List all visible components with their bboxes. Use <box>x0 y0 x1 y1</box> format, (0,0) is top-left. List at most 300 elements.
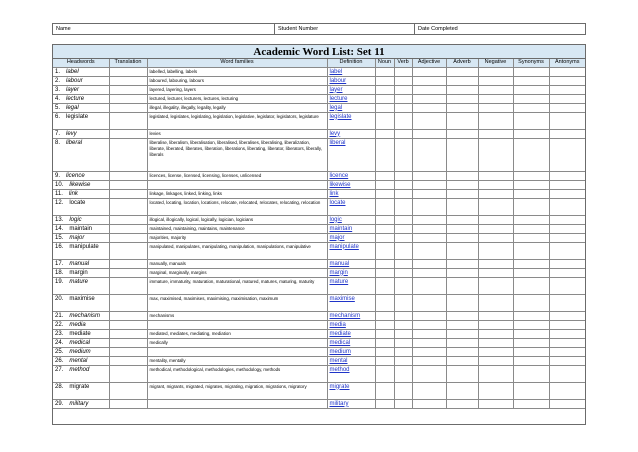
synonyms-cell[interactable] <box>513 338 549 347</box>
verb-cell[interactable] <box>394 85 412 94</box>
definition-link[interactable]: label <box>327 67 375 76</box>
synonyms-cell[interactable] <box>513 259 549 268</box>
translation-cell[interactable] <box>109 347 147 356</box>
adjective-cell[interactable] <box>412 224 446 233</box>
student-number-field[interactable]: Student Number <box>275 24 415 34</box>
synonyms-cell[interactable] <box>513 347 549 356</box>
antonyms-cell[interactable] <box>549 338 585 347</box>
noun-cell[interactable] <box>375 233 394 242</box>
adjective-cell[interactable] <box>412 67 446 76</box>
noun-cell[interactable] <box>375 338 394 347</box>
adjective-cell[interactable] <box>412 198 446 215</box>
synonyms-cell[interactable] <box>513 233 549 242</box>
adjective-cell[interactable] <box>412 329 446 338</box>
headword-cell <box>53 180 109 189</box>
col-verb: Verb <box>394 59 412 67</box>
adjective-cell[interactable] <box>412 277 446 294</box>
headword: method <box>69 366 90 373</box>
headword-cell <box>53 85 109 94</box>
negative-cell[interactable] <box>478 365 513 382</box>
synonyms-cell[interactable] <box>513 138 549 171</box>
definition-link[interactable]: major <box>327 233 375 242</box>
adverb-cell[interactable] <box>446 85 478 94</box>
verb-cell[interactable] <box>394 138 412 171</box>
definition-link[interactable]: logic <box>327 215 375 224</box>
table-row <box>53 94 585 103</box>
adjective-cell[interactable] <box>412 76 446 85</box>
antonyms-cell[interactable] <box>549 347 585 356</box>
translation-cell[interactable] <box>109 76 147 85</box>
negative-cell[interactable] <box>478 129 513 138</box>
verb-cell[interactable] <box>394 242 412 259</box>
definition-link[interactable]: migrate <box>327 382 375 399</box>
verb-cell[interactable] <box>394 76 412 85</box>
verb-cell[interactable] <box>394 320 412 329</box>
antonyms-cell[interactable] <box>549 233 585 242</box>
antonyms-cell[interactable] <box>549 112 585 129</box>
verb-cell[interactable] <box>394 294 412 311</box>
word-families-cell <box>147 320 327 329</box>
headword: manual <box>69 260 90 267</box>
definition-link[interactable]: media <box>327 320 375 329</box>
row-number: 15. <box>55 234 64 241</box>
adjective-cell[interactable] <box>412 233 446 242</box>
synonyms-cell[interactable] <box>513 103 549 112</box>
antonyms-cell[interactable] <box>549 268 585 277</box>
adjective-cell[interactable] <box>412 382 446 399</box>
antonyms-cell[interactable] <box>549 94 585 103</box>
adjective-cell[interactable] <box>412 294 446 311</box>
adjective-cell[interactable] <box>412 311 446 320</box>
date-completed-field[interactable]: Date Completed <box>418 26 458 32</box>
adjective-cell[interactable] <box>412 338 446 347</box>
row-number: 29. <box>55 400 64 407</box>
verb-cell[interactable] <box>394 347 412 356</box>
adverb-cell[interactable] <box>446 112 478 129</box>
antonyms-cell[interactable] <box>549 320 585 329</box>
adverb-cell[interactable] <box>446 338 478 347</box>
negative-cell[interactable] <box>478 198 513 215</box>
antonyms-cell[interactable] <box>549 242 585 259</box>
translation-cell[interactable] <box>109 399 147 408</box>
noun-cell[interactable] <box>375 347 394 356</box>
definition-link[interactable]: likewise <box>327 180 375 189</box>
negative-cell[interactable] <box>478 268 513 277</box>
adverb-cell[interactable] <box>446 329 478 338</box>
adverb-cell[interactable] <box>446 311 478 320</box>
translation-cell[interactable] <box>109 338 147 347</box>
negative-cell[interactable] <box>478 224 513 233</box>
adverb-cell[interactable] <box>446 224 478 233</box>
translation-cell[interactable] <box>109 329 147 338</box>
translation-cell[interactable] <box>109 224 147 233</box>
adverb-cell[interactable] <box>446 94 478 103</box>
synonyms-cell[interactable] <box>513 171 549 180</box>
definition-link[interactable]: locate <box>327 198 375 215</box>
synonyms-cell[interactable] <box>513 224 549 233</box>
adverb-cell[interactable] <box>446 347 478 356</box>
adverb-cell[interactable] <box>446 180 478 189</box>
adjective-cell[interactable] <box>412 189 446 198</box>
translation-cell[interactable] <box>109 233 147 242</box>
verb-cell[interactable] <box>394 259 412 268</box>
synonyms-cell[interactable] <box>513 180 549 189</box>
antonyms-cell[interactable] <box>549 399 585 408</box>
definition-link[interactable]: mechanism <box>327 311 375 320</box>
synonyms-cell[interactable] <box>513 382 549 399</box>
translation-cell[interactable] <box>109 382 147 399</box>
synonyms-cell[interactable] <box>513 277 549 294</box>
noun-cell[interactable] <box>375 103 394 112</box>
synonyms-cell[interactable] <box>513 215 549 224</box>
noun-cell[interactable] <box>375 171 394 180</box>
adjective-cell[interactable] <box>412 347 446 356</box>
synonyms-cell[interactable] <box>513 129 549 138</box>
adjective-cell[interactable] <box>412 112 446 129</box>
word-list-table <box>53 59 585 409</box>
noun-cell[interactable] <box>375 356 394 365</box>
verb-cell[interactable] <box>394 356 412 365</box>
definition-link[interactable]: maintain <box>327 224 375 233</box>
table-row <box>53 112 585 129</box>
verb-cell[interactable] <box>394 94 412 103</box>
adverb-cell[interactable] <box>446 242 478 259</box>
noun-cell[interactable] <box>375 76 394 85</box>
negative-cell[interactable] <box>478 320 513 329</box>
antonyms-cell[interactable] <box>549 67 585 76</box>
translation-cell[interactable] <box>109 129 147 138</box>
negative-cell[interactable] <box>478 76 513 85</box>
adverb-cell[interactable] <box>446 198 478 215</box>
verb-cell[interactable] <box>394 338 412 347</box>
row-number: 3. <box>55 86 61 93</box>
adjective-cell[interactable] <box>412 138 446 171</box>
adverb-cell[interactable] <box>446 103 478 112</box>
headword-cell <box>53 189 109 198</box>
noun-cell[interactable] <box>375 365 394 382</box>
synonyms-cell[interactable] <box>513 294 549 311</box>
headword-cell <box>53 311 109 320</box>
antonyms-cell[interactable] <box>549 171 585 180</box>
negative-cell[interactable] <box>478 338 513 347</box>
verb-cell[interactable] <box>394 129 412 138</box>
negative-cell[interactable] <box>478 67 513 76</box>
verb-cell[interactable] <box>394 103 412 112</box>
adverb-cell[interactable] <box>446 382 478 399</box>
antonyms-cell[interactable] <box>549 85 585 94</box>
noun-cell[interactable] <box>375 94 394 103</box>
verb-cell[interactable] <box>394 382 412 399</box>
translation-cell[interactable] <box>109 198 147 215</box>
noun-cell[interactable] <box>375 224 394 233</box>
definition-link[interactable]: mature <box>327 277 375 294</box>
translation-cell[interactable] <box>109 189 147 198</box>
negative-cell[interactable] <box>478 85 513 94</box>
noun-cell[interactable] <box>375 112 394 129</box>
translation-cell[interactable] <box>109 215 147 224</box>
noun-cell[interactable] <box>375 268 394 277</box>
negative-cell[interactable] <box>478 103 513 112</box>
negative-cell[interactable] <box>478 215 513 224</box>
headword: liberal <box>66 139 83 146</box>
word-families-cell: mechanisms <box>147 311 327 320</box>
verb-cell[interactable] <box>394 180 412 189</box>
negative-cell[interactable] <box>478 171 513 180</box>
definition-link[interactable]: method <box>327 365 375 382</box>
synonyms-cell[interactable] <box>513 198 549 215</box>
noun-cell[interactable] <box>375 180 394 189</box>
noun-cell[interactable] <box>375 67 394 76</box>
adjective-cell[interactable] <box>412 94 446 103</box>
antonyms-cell[interactable] <box>549 129 585 138</box>
definition-link[interactable]: manual <box>327 259 375 268</box>
verb-cell[interactable] <box>394 189 412 198</box>
name-field[interactable]: Name <box>53 24 275 34</box>
definition-link[interactable]: military <box>327 399 375 408</box>
adjective-cell[interactable] <box>412 85 446 94</box>
synonyms-cell[interactable] <box>513 320 549 329</box>
row-number: 14. <box>55 225 64 232</box>
noun-cell[interactable] <box>375 242 394 259</box>
definition-link[interactable]: medium <box>327 347 375 356</box>
translation-cell[interactable] <box>109 311 147 320</box>
definition-link[interactable]: link <box>327 189 375 198</box>
verb-cell[interactable] <box>394 329 412 338</box>
adjective-cell[interactable] <box>412 103 446 112</box>
definition-link[interactable]: levy <box>327 129 375 138</box>
noun-cell[interactable] <box>375 311 394 320</box>
synonyms-cell[interactable] <box>513 189 549 198</box>
adverb-cell[interactable] <box>446 189 478 198</box>
adverb-cell[interactable] <box>446 215 478 224</box>
adverb-cell[interactable] <box>446 76 478 85</box>
headword-cell <box>53 215 109 224</box>
noun-cell[interactable] <box>375 138 394 171</box>
negative-cell[interactable] <box>478 347 513 356</box>
headword: manipulate <box>69 243 99 250</box>
translation-cell[interactable] <box>109 277 147 294</box>
translation-cell[interactable] <box>109 112 147 129</box>
definition-link[interactable]: mental <box>327 356 375 365</box>
verb-cell[interactable] <box>394 365 412 382</box>
translation-cell[interactable] <box>109 138 147 171</box>
translation-cell[interactable] <box>109 85 147 94</box>
antonyms-cell[interactable] <box>549 382 585 399</box>
definition-link[interactable]: lecture <box>327 94 375 103</box>
adjective-cell[interactable] <box>412 242 446 259</box>
definition-link[interactable]: manipulate <box>327 242 375 259</box>
adjective-cell[interactable] <box>412 215 446 224</box>
antonyms-cell[interactable] <box>549 103 585 112</box>
synonyms-cell[interactable] <box>513 85 549 94</box>
table-row <box>53 365 585 382</box>
noun-cell[interactable] <box>375 382 394 399</box>
negative-cell[interactable] <box>478 277 513 294</box>
synonyms-cell[interactable] <box>513 242 549 259</box>
antonyms-cell[interactable] <box>549 224 585 233</box>
synonyms-cell[interactable] <box>513 311 549 320</box>
adjective-cell[interactable] <box>412 259 446 268</box>
synonyms-cell[interactable] <box>513 94 549 103</box>
definition-link[interactable]: margin <box>327 268 375 277</box>
verb-cell[interactable] <box>394 268 412 277</box>
antonyms-cell[interactable] <box>549 277 585 294</box>
noun-cell[interactable] <box>375 320 394 329</box>
antonyms-cell[interactable] <box>549 311 585 320</box>
noun-cell[interactable] <box>375 189 394 198</box>
word-families-cell <box>147 399 327 408</box>
adjective-cell[interactable] <box>412 180 446 189</box>
word-families-cell: located, locating, location, locations, relocate, relocated, relocates, relocating, relocation <box>147 198 327 215</box>
headword: maintain <box>69 225 93 232</box>
negative-cell[interactable] <box>478 294 513 311</box>
adverb-cell[interactable] <box>446 320 478 329</box>
verb-cell[interactable] <box>394 399 412 408</box>
verb-cell[interactable] <box>394 224 412 233</box>
headword-cell <box>53 329 109 338</box>
col-definition: Definition <box>327 59 375 67</box>
verb-cell[interactable] <box>394 67 412 76</box>
negative-cell[interactable] <box>478 259 513 268</box>
adverb-cell[interactable] <box>446 233 478 242</box>
negative-cell[interactable] <box>478 356 513 365</box>
adverb-cell[interactable] <box>446 399 478 408</box>
antonyms-cell[interactable] <box>549 329 585 338</box>
adjective-cell[interactable] <box>412 399 446 408</box>
adjective-cell[interactable] <box>412 129 446 138</box>
negative-cell[interactable] <box>478 311 513 320</box>
translation-cell[interactable] <box>109 259 147 268</box>
verb-cell[interactable] <box>394 233 412 242</box>
definition-link[interactable]: maximise <box>327 294 375 311</box>
definition-link[interactable]: liberal <box>327 138 375 171</box>
adverb-cell[interactable] <box>446 356 478 365</box>
translation-cell[interactable] <box>109 103 147 112</box>
adverb-cell[interactable] <box>446 365 478 382</box>
adverb-cell[interactable] <box>446 294 478 311</box>
headword: licence <box>66 172 85 179</box>
negative-cell[interactable] <box>478 399 513 408</box>
translation-cell[interactable] <box>109 171 147 180</box>
verb-cell[interactable] <box>394 277 412 294</box>
noun-cell[interactable] <box>375 259 394 268</box>
synonyms-cell[interactable] <box>513 67 549 76</box>
translation-cell[interactable] <box>109 356 147 365</box>
definition-link[interactable]: labour <box>327 76 375 85</box>
table-row <box>53 277 585 294</box>
antonyms-cell[interactable] <box>549 356 585 365</box>
negative-cell[interactable] <box>478 382 513 399</box>
definition-link[interactable]: licence <box>327 171 375 180</box>
headword-cell <box>53 347 109 356</box>
headword-cell <box>53 268 109 277</box>
verb-cell[interactable] <box>394 311 412 320</box>
negative-cell[interactable] <box>478 329 513 338</box>
negative-cell[interactable] <box>478 138 513 171</box>
noun-cell[interactable] <box>375 399 394 408</box>
translation-cell[interactable] <box>109 67 147 76</box>
noun-cell[interactable] <box>375 277 394 294</box>
synonyms-cell[interactable] <box>513 329 549 338</box>
noun-cell[interactable] <box>375 215 394 224</box>
adverb-cell[interactable] <box>446 138 478 171</box>
antonyms-cell[interactable] <box>549 198 585 215</box>
verb-cell[interactable] <box>394 171 412 180</box>
headword-cell <box>53 320 109 329</box>
adverb-cell[interactable] <box>446 277 478 294</box>
table-row <box>53 180 585 189</box>
negative-cell[interactable] <box>478 180 513 189</box>
adverb-cell[interactable] <box>446 129 478 138</box>
noun-cell[interactable] <box>375 198 394 215</box>
synonyms-cell[interactable] <box>513 76 549 85</box>
word-families-cell: methodical, methodological, methodologies, methodology, methods <box>147 365 327 382</box>
synonyms-cell[interactable] <box>513 399 549 408</box>
verb-cell[interactable] <box>394 215 412 224</box>
headword: legal <box>66 104 79 111</box>
adjective-cell[interactable] <box>412 356 446 365</box>
adjective-cell[interactable] <box>412 171 446 180</box>
negative-cell[interactable] <box>478 112 513 129</box>
translation-cell[interactable] <box>109 365 147 382</box>
definition-link[interactable]: mediate <box>327 329 375 338</box>
noun-cell[interactable] <box>375 329 394 338</box>
antonyms-cell[interactable] <box>549 189 585 198</box>
noun-cell[interactable] <box>375 294 394 311</box>
negative-cell[interactable] <box>478 233 513 242</box>
translation-cell[interactable] <box>109 320 147 329</box>
definition-link[interactable]: legislate <box>327 112 375 129</box>
noun-cell[interactable] <box>375 85 394 94</box>
translation-cell[interactable] <box>109 94 147 103</box>
table-row <box>53 233 585 242</box>
translation-cell[interactable] <box>109 242 147 259</box>
adverb-cell[interactable] <box>446 268 478 277</box>
translation-cell[interactable] <box>109 294 147 311</box>
noun-cell[interactable] <box>375 129 394 138</box>
antonyms-cell[interactable] <box>549 365 585 382</box>
antonyms-cell[interactable] <box>549 180 585 189</box>
adverb-cell[interactable] <box>446 67 478 76</box>
antonyms-cell[interactable] <box>549 138 585 171</box>
negative-cell[interactable] <box>478 189 513 198</box>
verb-cell[interactable] <box>394 112 412 129</box>
antonyms-cell[interactable] <box>549 76 585 85</box>
adverb-cell[interactable] <box>446 171 478 180</box>
adverb-cell[interactable] <box>446 259 478 268</box>
verb-cell[interactable] <box>394 198 412 215</box>
antonyms-cell[interactable] <box>549 259 585 268</box>
synonyms-cell[interactable] <box>513 268 549 277</box>
definition-link[interactable]: layer <box>327 85 375 94</box>
headword: mechanism <box>69 312 101 319</box>
negative-cell[interactable] <box>478 242 513 259</box>
adjective-cell[interactable] <box>412 320 446 329</box>
definition-link[interactable]: medical <box>327 338 375 347</box>
adjective-cell[interactable] <box>412 268 446 277</box>
definition-link[interactable]: legal <box>327 103 375 112</box>
antonyms-cell[interactable] <box>549 294 585 311</box>
translation-cell[interactable] <box>109 180 147 189</box>
adjective-cell[interactable] <box>412 365 446 382</box>
row-number: 13. <box>55 216 64 223</box>
synonyms-cell[interactable] <box>513 112 549 129</box>
antonyms-cell[interactable] <box>549 215 585 224</box>
synonyms-cell[interactable] <box>513 356 549 365</box>
negative-cell[interactable] <box>478 94 513 103</box>
synonyms-cell[interactable] <box>513 365 549 382</box>
translation-cell[interactable] <box>109 268 147 277</box>
